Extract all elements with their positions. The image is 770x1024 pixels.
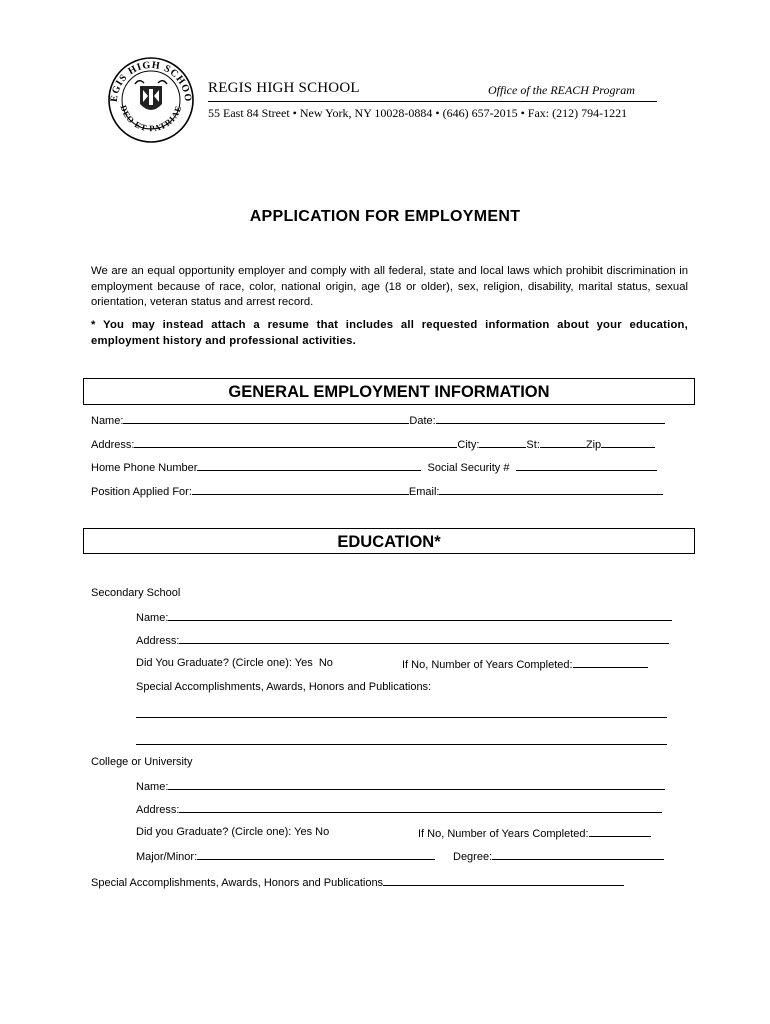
secondary-name-row: [136, 610, 672, 624]
secondary-years-field[interactable]: [573, 657, 648, 668]
header-rule: [208, 101, 657, 102]
name-field[interactable]: [123, 413, 409, 424]
college-label: College or University: [91, 756, 193, 768]
secondary-graduate-label[interactable]: Did You Graduate? (Circle one): Yes No: [136, 657, 333, 669]
college-accomplishments-row: [91, 875, 624, 889]
major-minor-field[interactable]: [197, 849, 435, 860]
college-accomplishments-label: Special Accomplishments, Awards, Honors and Publications: [91, 877, 384, 889]
address-label: Address:: [91, 439, 135, 451]
address-field[interactable]: [134, 437, 457, 448]
school-name: [208, 80, 360, 97]
college-graduate-label[interactable]: Did you Graduate? (Circle one): Yes No: [136, 826, 330, 838]
college-years-label: If No, Number of Years Completed:: [418, 828, 589, 840]
secondary-address-label: Address:: [136, 635, 180, 647]
school-seal-logo: [107, 56, 195, 144]
name-date-row: [91, 413, 665, 427]
zip-field[interactable]: [601, 437, 655, 448]
city-field[interactable]: [479, 437, 526, 448]
office-name: Office of the REACH Program: [488, 83, 635, 97]
college-name-label: Name:: [136, 781, 169, 793]
secondary-accomplishments-label: Special Accomplishments, Awards, Honors and Publications:: [136, 681, 432, 693]
secondary-years-label: If No, Number of Years Completed:: [402, 659, 573, 671]
zip-label: Zip: [585, 439, 602, 451]
ssn-field[interactable]: [516, 460, 657, 471]
college-years-row: [418, 826, 651, 840]
major-minor-row: [136, 849, 435, 863]
position-email-row: [91, 484, 663, 498]
resume-note: * You may instead attach a resume that includes all requested information about your education, employment history and professional activities.: [91, 319, 688, 347]
general-info-heading: GENERAL EMPLOYMENT INFORMATION: [83, 378, 695, 405]
equal-opportunity-statement: We are an equal opportunity employer and comply with all federal, state and local laws which prohibit discrimination in employment because of race, color, national origin, age (18 or older), sex, religion, disability, marital status, sexual orientation, veteran status and arrest record.: [91, 265, 688, 308]
degree-row: [453, 849, 664, 863]
secondary-graduate-row: [136, 657, 333, 669]
ssn-label: Social Security #: [427, 462, 510, 474]
secondary-name-field[interactable]: [168, 610, 672, 621]
college-address-row: [136, 802, 662, 816]
svg-text:DEO ET PATRIAE: DEO ET PATRIAE: [118, 103, 184, 134]
degree-field[interactable]: [492, 849, 664, 860]
degree-label: Degree:: [453, 851, 493, 863]
phone-ssn-row: [91, 460, 657, 474]
college-name-field[interactable]: [168, 779, 665, 790]
email-field[interactable]: [439, 484, 663, 495]
major-minor-label: Major/Minor:: [136, 851, 198, 863]
secondary-accomplishments-line-1[interactable]: [136, 717, 667, 718]
page-title: APPLICATION FOR EMPLOYMENT: [249, 208, 521, 225]
college-address-label: Address:: [136, 804, 180, 816]
state-field[interactable]: [540, 437, 586, 448]
home-phone-label: Home Phone Number: [91, 462, 198, 474]
secondary-address-field[interactable]: [179, 633, 669, 644]
svg-text:REGIS HIGH SCHOOL: EGIS HIGH SCHOO: [108, 59, 194, 103]
secondary-accomplishments-line-2[interactable]: [136, 744, 667, 745]
position-label: Position Applied For:: [91, 486, 192, 498]
date-field[interactable]: [436, 413, 665, 424]
home-phone-field[interactable]: [197, 460, 421, 471]
state-label: St:: [526, 439, 540, 451]
college-address-field[interactable]: [179, 802, 662, 813]
college-name-row: [136, 779, 665, 793]
secondary-school-label: Secondary School: [91, 587, 181, 599]
education-heading: EDUCATION*: [83, 528, 695, 554]
position-field[interactable]: [192, 484, 409, 495]
college-years-field[interactable]: [589, 826, 651, 837]
secondary-years-row: [402, 657, 648, 671]
school-name-text: REGIS HIGH SCHOOL: [208, 80, 360, 96]
college-accomplishments-field[interactable]: [383, 875, 624, 886]
secondary-name-label: Name:: [136, 612, 169, 624]
email-label: Email:: [408, 486, 440, 498]
date-label: Date:: [409, 415, 436, 427]
secondary-address-row: [136, 633, 669, 647]
school-address: 55 East 84 Street • New York, NY 10028-0884 • (646) 657-2015 • Fax: (212) 794-1221: [208, 106, 628, 120]
address-row: [91, 437, 655, 451]
college-graduate-row: [136, 826, 329, 838]
city-label: City:: [457, 439, 480, 451]
name-label: Name:: [91, 415, 124, 427]
